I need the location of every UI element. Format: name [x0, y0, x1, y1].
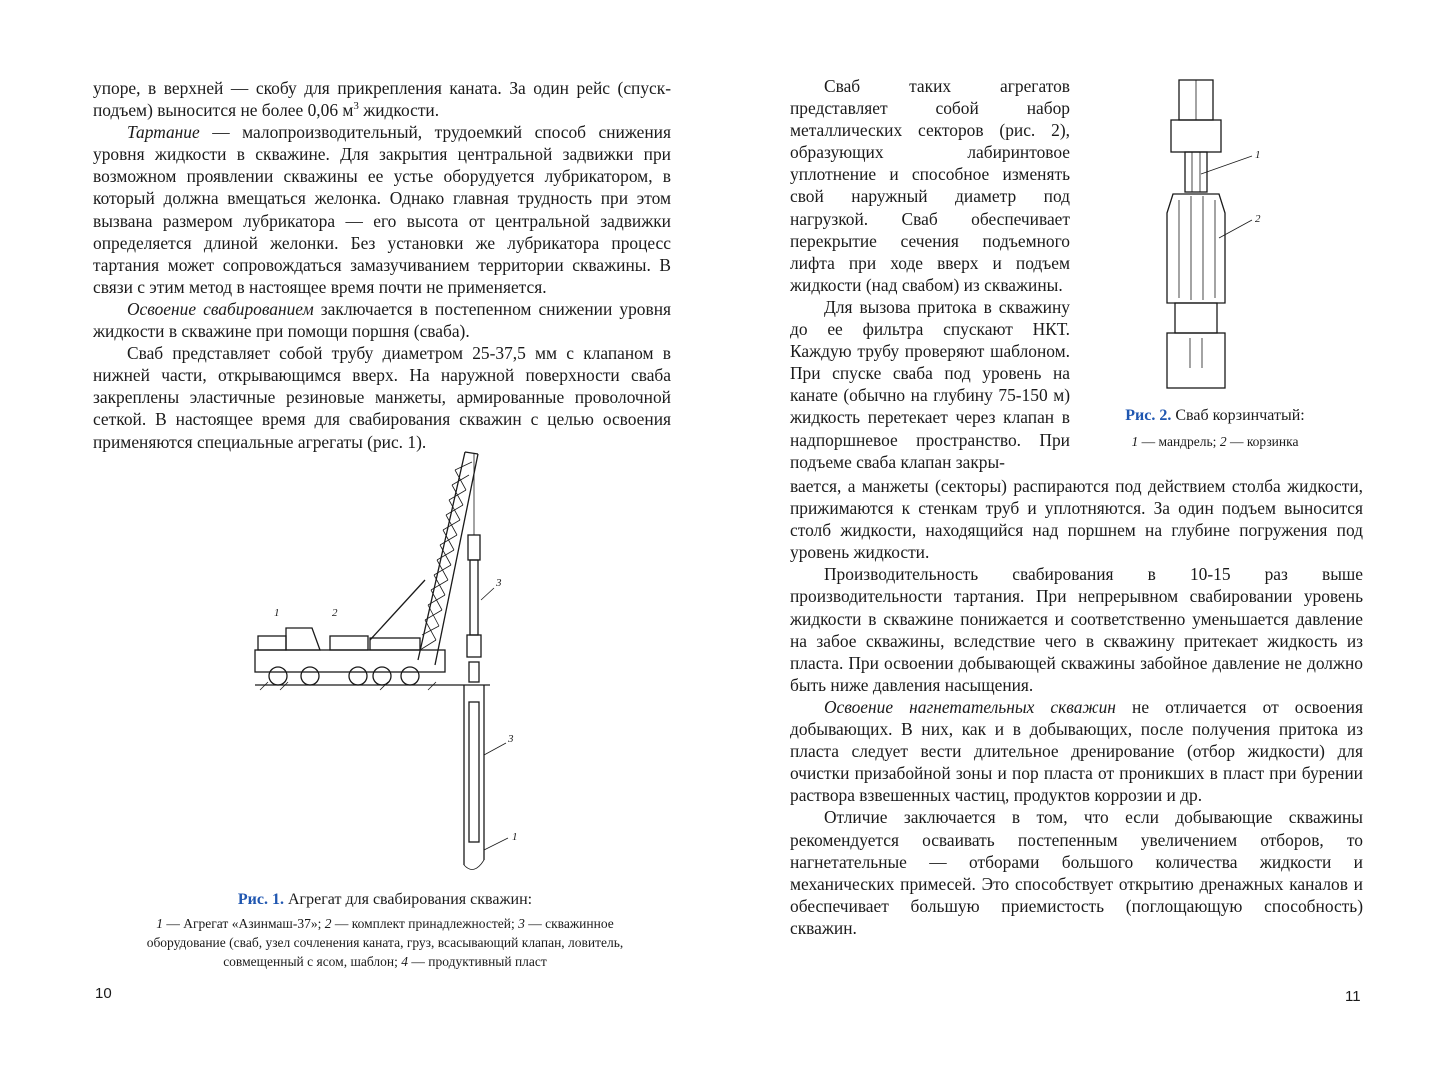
svg-text:3: 3: [508, 733, 514, 745]
page-number-right: 11: [1345, 988, 1361, 1005]
paragraph-6-continued: вается, а манжеты (секторы) распираются под действием столба жидкости, прижимаются к стенкам труб и уплотняются. За один подъем выносится столб жидкости, находящийся над поршнем на глубине погружения под уровень жидкости.: [790, 476, 1363, 563]
paragraph-5: Сваб таких агрегатов представляет собой набор металлических секторов (рис. 2), образующих лабиринтовое уплотнение и способное изменять свой наружный диаметр под нагрузкой. Сваб обеспечивает перекрытие сечения подъемного лифта при ходе вверх и подъем жидкости (над свабом) из скважины.: [790, 76, 1070, 295]
term-nagnetatelnye: Освоение нагнетательных скважин: [824, 696, 1116, 717]
paragraph-1: упоре, в верхней — скобу для прикрепления каната. За один рейс (спуск-подъем) выносится не более 0,06 $м^3$ жидкости.: [93, 78, 671, 121]
left-page: [0, 0, 727, 1080]
left-text: [93, 77, 671, 453]
paragraph-2: Тартание — малопроизводительный, трудоемкий способ снижения уровня жидкости в скважине. Для закрытия центральной задвижки при возможном проявлении скважины ее устье оборудуется лубрикатором, в который должна вмещаться желонка. Однако главная трудность при этом вызвана размером лубрикатора — его высота от центральной задвижки определяется длиной желонки. Без установки же лубрикатора процесс тартания может сопровождаться замазучиванием территории скважины. В связи с этим метод в настоящее время почти не применяется.: [93, 122, 671, 297]
svg-text:1: 1: [274, 607, 280, 619]
term-tartanie: Тартание: [127, 122, 200, 143]
right-text-wide: [790, 475, 1363, 939]
term-svabirovanie: Освоение свабированием: [127, 298, 314, 319]
figure-1-caption: Рис. 1. Агрегат для свабирования скважин: 1 — Агрегат «Азинмаш-37»; 2 — комплект принадлежностей; 3 — скважинное оборудование (сваб, узел сочленения каната, груз, всасывающий клапан, ловитель, совмещенный с ясом, шаблон; 4 — продуктивный пласт: [146, 891, 624, 969]
svg-text:2: 2: [1255, 213, 1261, 225]
figure-1-drawing: [250, 440, 540, 880]
svg-text:1: 1: [512, 831, 518, 843]
right-text-narrow: [790, 75, 1070, 473]
paragraph-6: Для вызова притока в скважину до ее фильтра спускают НКТ. Каждую трубу проверяют шаблоном. При спуске сваба под уровень на канате (обычно на глубину 75-150 м) жидкость перетекает через клапан в надпоршневое пространство. При подъеме сваба клапан закры-: [790, 296, 1070, 472]
svg-text:2: 2: [332, 607, 338, 619]
paragraph-3: Освоение свабированием заключается в постепенном снижении уровня жидкости в скважине при помощи поршня (сваба).: [93, 298, 671, 342]
figure-2-drawing: [1157, 78, 1297, 398]
paragraph-7: Производительность свабирования в 10-15 раз выше производительности тартания. При непрерывном свабировании уровень жидкости в скважине понижается и соответственно уменьшается давление на забое скважины, вследствие чего в скважину притекает жидкость из пласта. При освоении добывающей скважины забойное давление не должно быть ниже давления насыщения.: [790, 564, 1363, 695]
page-number-left: 10: [95, 985, 112, 1002]
svg-text:1: 1: [1255, 149, 1261, 161]
figure-2-caption: Рис. 2. Сваб корзинчатый: 1 — мандрель; 2 — корзинка: [1125, 407, 1305, 449]
paragraph-4: Сваб представляет собой трубу диаметром 25-37,5 мм с клапаном в нижней части, открывающимся вверх. На наружной поверхности сваба закреплены эластичные резиновые манжеты, армированные проволочной сеткой. В настоящее время для свабирования скважин с целью освоения применяются специальные агрегаты (рис. 1).: [93, 343, 671, 452]
svg-text:3: 3: [496, 577, 502, 589]
paragraph-8: Освоение нагнетательных скважин не отличается от освоения добывающих. В них, как и в добывающих, после получения притока из пласта следует вести длительное дренирование (отбор жидкости) для очистки призабойной зоны и пор пласта от проникших в пласт при бурении раствора взвешенных частиц, продуктов коррозии и др.: [790, 696, 1363, 806]
right-page: [727, 0, 1455, 1080]
paragraph-9: Отличие заключается в том, что если добывающие скважины рекомендуется осваивать постепенным увеличением отборов, то нагнетательные — отборами большого количества жидкости и механических примесей. Это способствует открытию дренажных каналов и обеспечивает большую приемистость (поглощающую способность) скважин.: [790, 807, 1363, 938]
